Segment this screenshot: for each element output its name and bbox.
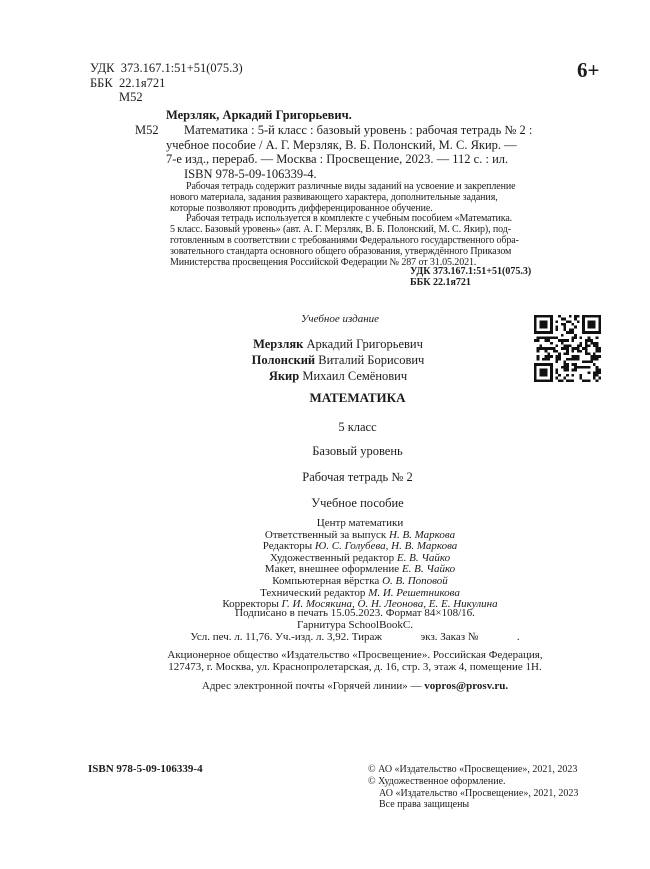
author-surname: Полонский [251,353,316,367]
annotation [170,182,540,268]
hotline [130,681,580,693]
copyright-line: © АО «Издательство «Просвещение», 2021, 2023 [368,764,578,775]
catalog-bbk: ББК 22.1я721 [410,277,471,288]
annotation-line: которые позволяют проводить дифференцированное обучение. [170,202,433,214]
credit-role: Центр математики [316,517,404,529]
print-info-line: Подписано в печать 15.05.2023. Формат 84×108/16. [235,607,475,619]
credit-names: Е. В. Чайко [401,563,456,576]
publisher-line: 127473, г. Москва, ул. Краснопролетарская, д. 16, стр. 3, этаж 4, помещение 1Н. [168,661,542,673]
print-info [150,607,560,643]
credit-role: Редакторы [262,540,313,553]
catalog-line: 7-е изд., перераб. — Москва : Просвещение, 2023. — 112 с. : ил. [166,152,509,167]
hotline-label: Адрес электронной почты «Горячей линии» — [201,680,422,692]
catalog-line: Математика : 5-й класс : базовый уровень : рабочая тетрадь № 2 : [184,123,533,137]
credit-names: Е. В. Чайко [396,551,451,564]
annotation-line: зовательного стандарта основного общего образования, утверждённого Приказом [170,245,512,257]
catalog-isbn: ISBN 978-5-09-106339-4. [184,166,317,181]
catalog-line: учебное пособие / А. Г. Мерзляк, В. Б. Полонский, М. С. Якир. — [166,137,517,152]
print-info-line: Усл. печ. л. 11,76. Уч.-изд. л. 3,92. Тираж экз. Заказ № . [190,631,520,643]
annotation-line: 5 класс. Базовый уровень» (авт. А. Г. Мерзляк, В. Б. Полонский, М. С. Якир), под- [170,224,511,236]
print-info-line: Гарнитура SchoolBookC. [296,619,413,631]
author-code: М52 [119,90,143,104]
author-name: Аркадий Григорьевич [306,337,423,351]
copyright-line: АО «Издательство «Просвещение», 2021, 2023 [379,787,579,799]
credits [160,518,560,611]
credit-names: М. И. Решетникова [368,586,460,599]
title-block [250,390,465,511]
bbk-header [90,76,165,91]
credit-names: Г. И. Мосякина, О. Н. Леонова, Е. Е. Никулина [281,598,498,611]
age-rating: 6+ [577,58,600,82]
publisher-line: Акционерное общество «Издательство «Просвещение». Российская Федерация, [167,649,543,661]
catalog-udk: УДК 373.167.1:51+51(075.3) [410,266,532,277]
udk-value: 373.167.1:51+51(075.3) [120,61,243,75]
copyright-line: Все права защищены [379,799,470,811]
copyright-line: © Художественное оформление. [368,775,506,787]
credit-role: Художественный редактор [269,551,395,564]
catalog-description [166,123,538,181]
grade: 5 класс [338,420,377,434]
credit-role: Макет, внешнее оформление [264,563,400,576]
credit-role: Компьютерная вёрстка [272,574,380,587]
credit-role: Корректоры [222,598,279,611]
level: Базовый уровень [312,444,403,458]
udk-label: УДК [90,61,115,75]
author-name: Виталий Борисович [318,353,425,367]
workbook-number: Рабочая тетрадь № 2 [302,470,413,484]
bbk-label: ББК [90,76,113,90]
book-type: Учебное пособие [311,496,404,510]
author-item [200,352,476,368]
udk-header [90,61,243,76]
credit-names: Ю. С. Голубева, Н. В. Маркова [314,540,458,553]
annotation-line: нового материала, задания развивающего характера, дополнительные задания, [170,191,498,203]
authors-list [200,336,476,384]
edition-type: Учебное издание [301,313,380,325]
author-surname: Мерзляк [253,337,304,351]
book-title: МАТЕМАТИКА [309,390,406,405]
bbk-value: 22.1я721 [118,76,166,90]
footer-isbn: ISBN 978-5-09-106339-4 [88,763,203,775]
publisher [130,649,580,673]
author-item [200,368,476,384]
annotation-line: готовленным в соответствии с требованиями Федерального государственного обра- [170,234,519,246]
annotation-line: Рабочая тетрадь содержит различные виды заданий на усвоение и закрепление [186,181,516,192]
catalog-author: Мерзляк, Аркадий Григорьевич. [166,108,352,122]
qr-code [534,315,601,382]
author-name: Михаил Семёнович [302,369,408,383]
credit-role: Ответственный за выпуск [264,528,387,541]
catalog-code: М52 [135,123,159,137]
annotation-line: Рабочая тетрадь используется в комплекте с учебным пособием «Математика. [186,213,513,225]
credit-role: Технический редактор [260,586,366,599]
copyright [368,764,578,811]
author-surname: Якир [268,369,300,383]
annotation-line: Министерства просвещения Российской Федерации № 287 от 31.05.2021. [170,256,477,268]
credit-names: Н. В. Маркова [389,528,456,541]
hotline-email[interactable]: vopros@prosv.ru. [424,680,509,692]
credit-names: О. В. Поповой [382,574,448,587]
author-item [200,336,476,352]
